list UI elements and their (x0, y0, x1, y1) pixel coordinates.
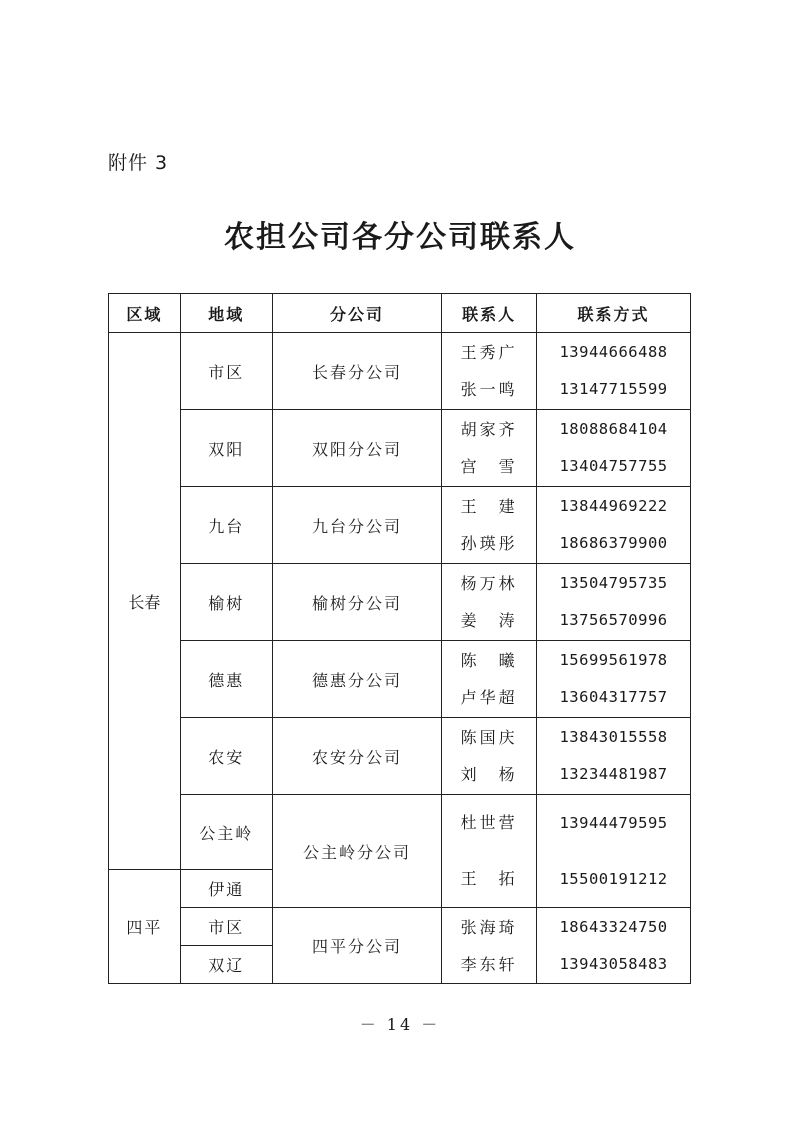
phone-cell (537, 641, 691, 718)
table-row (109, 908, 691, 946)
area-cell: 伊通 (180, 870, 272, 908)
header-area: 地域 (180, 294, 272, 333)
area-cell: 公主岭 (180, 795, 272, 870)
table-row (109, 410, 691, 487)
attachment-label: 附件 3 (108, 152, 169, 174)
contact-name: 杨万林 (460, 574, 518, 593)
phone-number: 13504795735 (559, 574, 668, 592)
phone-number: 13234481987 (559, 765, 668, 783)
contact-name: 卢华超 (460, 688, 518, 707)
contact-name: 王秀广 (460, 343, 518, 362)
contact-name: 张一鸣 (460, 380, 518, 399)
contact-name: 李东轩 (460, 954, 518, 974)
header-phone: 联系方式 (537, 294, 691, 333)
area-cell: 双辽 (180, 946, 272, 984)
phone-number: 13943058483 (559, 954, 668, 973)
area-cell: 双阳 (180, 410, 272, 487)
contact-name: 姜 涛 (460, 611, 518, 630)
contact-cell (442, 795, 537, 908)
contact-name: 孙瑛彤 (460, 534, 518, 553)
phone-number: 13604317757 (559, 688, 668, 706)
branch-cell: 德惠分公司 (272, 641, 442, 718)
contact-cell (442, 564, 537, 641)
branch-cell: 长春分公司 (272, 333, 442, 410)
contacts-table (108, 293, 691, 984)
table-row (109, 795, 691, 870)
contact-name: 陈国庆 (460, 728, 518, 747)
branch-cell: 双阳分公司 (272, 410, 442, 487)
area-cell: 九台 (180, 487, 272, 564)
header-contact: 联系人 (442, 294, 537, 333)
area-cell: 市区 (180, 908, 272, 946)
phone-number: 13944666488 (559, 343, 668, 361)
branch-cell: 公主岭分公司 (272, 795, 442, 908)
branch-cell: 榆树分公司 (272, 564, 442, 641)
branch-cell: 农安分公司 (272, 718, 442, 795)
region-cell: 四平 (109, 870, 181, 984)
header-branch: 分公司 (272, 294, 442, 333)
phone-cell (537, 487, 691, 564)
phone-number: 13843015558 (559, 728, 668, 746)
phone-number: 15500191212 (559, 870, 668, 888)
phone-cell (537, 795, 691, 908)
contact-cell (442, 410, 537, 487)
area-cell: 市区 (180, 333, 272, 410)
contact-name: 宫 雪 (460, 457, 518, 476)
contact-cell (442, 908, 537, 984)
page-title: 农担公司各分公司联系人 (224, 220, 576, 255)
phone-number: 13404757755 (559, 457, 668, 475)
contact-name: 张海琦 (460, 917, 518, 937)
header-region: 区域 (109, 294, 181, 333)
branch-cell: 九台分公司 (272, 487, 442, 564)
area-cell: 农安 (180, 718, 272, 795)
phone-number: 18088684104 (559, 420, 668, 438)
phone-number: 13944479595 (559, 814, 668, 832)
contact-cell (442, 641, 537, 718)
table-row (109, 564, 691, 641)
phone-cell (537, 333, 691, 410)
phone-cell (537, 718, 691, 795)
contact-name: 杜世营 (460, 813, 518, 832)
contact-cell (442, 718, 537, 795)
contact-name: 王 拓 (460, 869, 518, 888)
phone-cell (537, 564, 691, 641)
contact-name: 陈 曦 (460, 651, 518, 670)
contact-name: 胡家齐 (460, 420, 518, 439)
area-cell: 德惠 (180, 641, 272, 718)
table-row (109, 641, 691, 718)
phone-number: 13147715599 (559, 380, 668, 398)
area-cell: 榆树 (180, 564, 272, 641)
phone-cell (537, 908, 691, 984)
phone-cell (537, 410, 691, 487)
phone-number: 13844969222 (559, 497, 668, 515)
page-number: － 14 － (359, 1015, 441, 1034)
table-row (109, 487, 691, 564)
contact-cell (442, 333, 537, 410)
phone-number: 15699561978 (559, 651, 668, 669)
contact-name: 王 建 (460, 497, 518, 516)
phone-number: 18686379900 (559, 534, 668, 552)
region-cell: 长春 (109, 333, 181, 870)
contact-cell (442, 487, 537, 564)
branch-cell: 四平分公司 (272, 908, 442, 984)
contact-name: 刘 杨 (460, 765, 518, 784)
table-header-row (109, 294, 691, 333)
phone-number: 18643324750 (559, 917, 668, 936)
table-row (109, 718, 691, 795)
table-row (109, 333, 691, 410)
phone-number: 13756570996 (559, 611, 668, 629)
